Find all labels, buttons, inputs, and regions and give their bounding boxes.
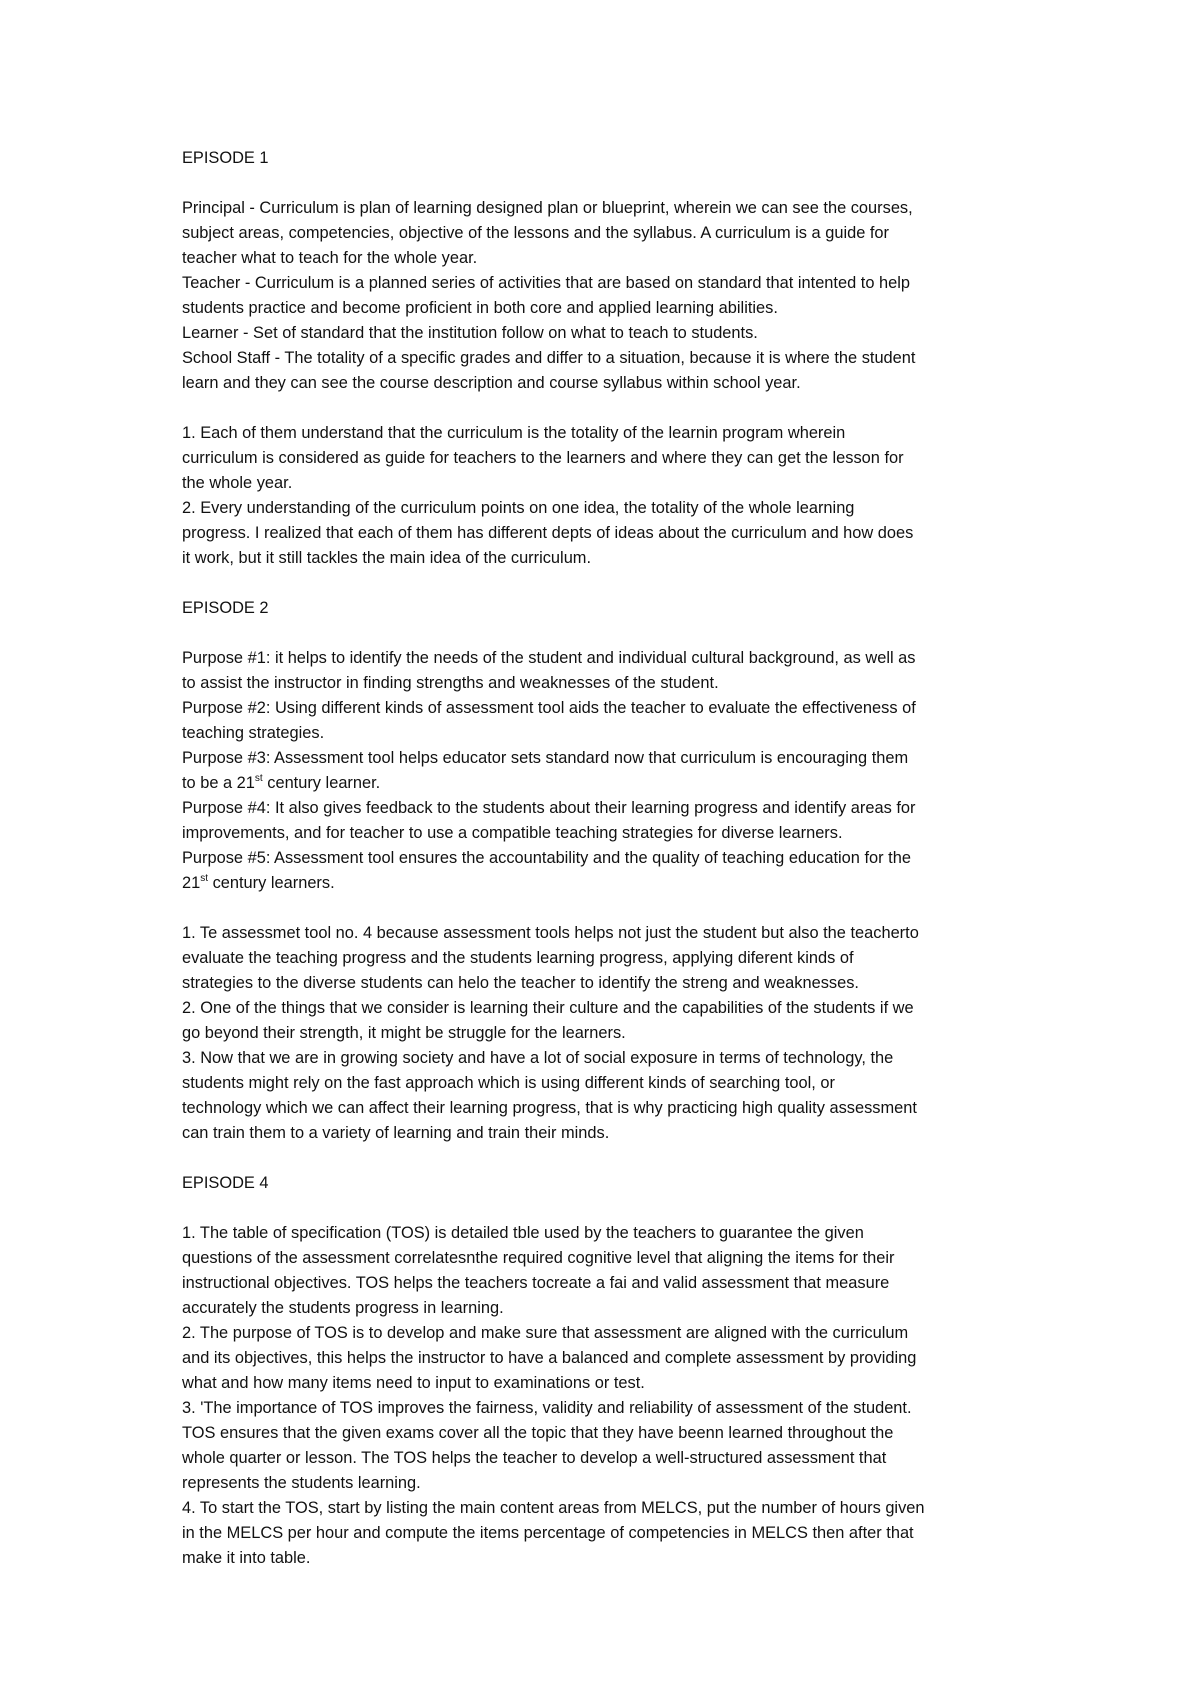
text-line: teaching strategies. [182, 724, 325, 742]
text-line: 1. Te assessmet tool no. 4 because assessment tools helps not just the student but also the teacherto [182, 924, 919, 942]
text-line: 21st century learners. [182, 872, 335, 892]
text-line: Purpose #1: it helps to identify the needs of the student and individual cultural background, as well as [182, 649, 916, 667]
episode-2-answers [182, 921, 1032, 1146]
text-line: make it into table. [182, 1549, 311, 1567]
episode-1-heading: EPISODE 1 [182, 149, 269, 167]
text-line: accurately the students progress in learning. [182, 1299, 504, 1317]
text-line: go beyond their strength, it might be struggle for the learners. [182, 1024, 626, 1042]
document-page [182, 146, 1032, 1571]
episode-4-heading: EPISODE 4 [182, 1174, 269, 1192]
text-line: technology which we can affect their learning progress, that is why practicing high quality assessment [182, 1099, 917, 1117]
episode-1-responses [182, 196, 1032, 396]
text-line: in the MELCS per hour and compute the items percentage of competencies in MELCS then after that [182, 1524, 914, 1542]
text-line: 3. Now that we are in growing society and have a lot of social exposure in terms of technology, the [182, 1049, 894, 1067]
text-line: 2. The purpose of TOS is to develop and make sure that assessment are aligned with the curriculum [182, 1324, 909, 1342]
text-line: 3. 'The importance of TOS improves the fairness, validity and reliability of assessment of the student. [182, 1399, 912, 1417]
text-line: strategies to the diverse students can helo the teacher to identify the streng and weaknesses. [182, 974, 859, 992]
text-line: TOS ensures that the given exams cover all the topic that they have beenn learned throughout the [182, 1424, 894, 1442]
text-line: Teacher - Curriculum is a planned series of activities that are based on standard that intented to help [182, 274, 910, 292]
text-line: 2. Every understanding of the curriculum points on one idea, the totality of the whole learning [182, 499, 855, 517]
episode-1-answers [182, 421, 1032, 571]
text-line: Principal - Curriculum is plan of learning designed plan or blueprint, wherein we can see the courses, [182, 199, 913, 217]
text-line: 1. Each of them understand that the curriculum is the totality of the learnin program wherein [182, 424, 846, 442]
text-line: represents the students learning. [182, 1474, 421, 1492]
text-line: School Staff - The totality of a specific grades and differ to a situation, because it is where the student [182, 349, 916, 367]
text-line: what and how many items need to input to examinations or test. [182, 1374, 645, 1392]
text-line: progress. I realized that each of them has different depts of ideas about the curriculum and how does [182, 524, 914, 542]
text-line: curriculum is considered as guide for teachers to the learners and where they can get the lesson for [182, 449, 904, 467]
text-line: instructional objectives. TOS helps the teachers tocreate a fai and valid assessment that measure [182, 1274, 890, 1292]
text-line: 2. One of the things that we consider is learning their culture and the capabilities of the students if we [182, 999, 914, 1017]
text-line: it work, but it still tackles the main idea of the curriculum. [182, 549, 592, 567]
text-line: questions of the assessment correlatesnthe required cognitive level that aligning the items for their [182, 1249, 895, 1267]
text-line: subject areas, competencies, objective of the lessons and the syllabus. A curriculum is a guide for [182, 224, 889, 242]
text-line: can train them to a variety of learning and train their minds. [182, 1124, 610, 1142]
episode-2-purposes [182, 646, 1032, 896]
text-line: improvements, and for teacher to use a compatible teaching strategies for diverse learners. [182, 824, 843, 842]
text-line: to assist the instructor in finding strengths and weaknesses of the student. [182, 674, 719, 692]
text-line: Purpose #5: Assessment tool ensures the accountability and the quality of teaching education for the [182, 849, 911, 867]
text-line: Purpose #3: Assessment tool helps educator sets standard now that curriculum is encouraging them [182, 749, 909, 767]
text-line: learn and they can see the course description and course syllabus within school year. [182, 374, 801, 392]
episode-2-section [182, 596, 1032, 1146]
text-line: evaluate the teaching progress and the students learning progress, applying diferent kinds of [182, 949, 854, 967]
text-line: Purpose #2: Using different kinds of assessment tool aids the teacher to evaluate the effectiveness of [182, 699, 916, 717]
text-line: teacher what to teach for the whole year. [182, 249, 478, 267]
episode-2-heading: EPISODE 2 [182, 599, 269, 617]
text-line: and its objectives, this helps the instructor to have a balanced and complete assessment by providing [182, 1349, 917, 1367]
text-line: 1. The table of specification (TOS) is detailed tble used by the teachers to guarantee the given [182, 1224, 864, 1242]
episode-4-answers [182, 1221, 1032, 1571]
text-line: Purpose #4: It also gives feedback to the students about their learning progress and identify areas for [182, 799, 916, 817]
text-line: the whole year. [182, 474, 293, 492]
text-line: students practice and become proficient in both core and applied learning abilities. [182, 299, 778, 317]
episode-1-section [182, 146, 1032, 571]
text-line: Learner - Set of standard that the institution follow on what to teach to students. [182, 324, 758, 342]
episode-4-section [182, 1171, 1032, 1571]
text-line: to be a 21st century learner. [182, 772, 381, 792]
text-line: students might rely on the fast approach which is using different kinds of searching tool, or [182, 1074, 835, 1092]
text-line: 4. To start the TOS, start by listing the main content areas from MELCS, put the number of hours given [182, 1499, 925, 1517]
text-line: whole quarter or lesson. The TOS helps the teacher to develop a well-structured assessment that [182, 1449, 887, 1467]
